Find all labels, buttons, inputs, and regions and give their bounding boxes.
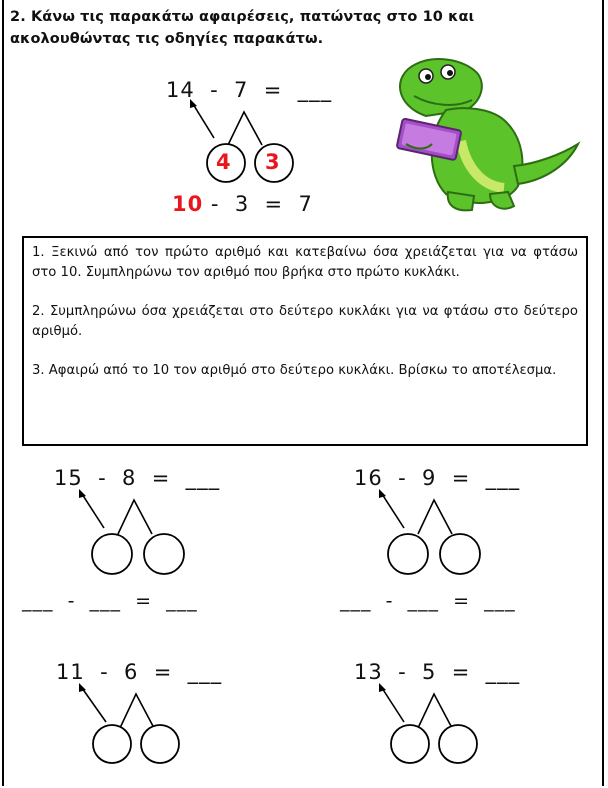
- exercise-1-equation: 15 - 8 = ___: [54, 466, 221, 490]
- example-bubble-right-value: 3: [265, 150, 281, 174]
- example-result-ten: 10: [172, 192, 204, 216]
- exercise-2-equation: 16 - 9 = ___: [354, 466, 521, 490]
- example-result-rest: - 3 = 7: [203, 192, 313, 216]
- exercise-1-answer-line: ___ - ___ = ___: [22, 590, 198, 612]
- example-equation: 14 - 7 = ___: [166, 78, 333, 102]
- exercise-title: 2. Κάνω τις παρακάτω αφαιρέσεις, πατώντας στο 10 και ακολουθώντας τις οδηγίες παρακάτω.: [10, 9, 475, 47]
- instruction-step-3: 3. Αφαιρώ από το 10 τον αριθμό στο δεύτερο κυκλάκι. Βρίσκω το αποτέλεσμα.: [32, 363, 557, 378]
- exercise-3-equation: 11 - 6 = ___: [56, 660, 223, 684]
- instruction-step-2: 2. Συμπληρώνω όσα χρειάζεται στο δεύτερο κυκλάκι για να φτάσω στο δεύτερο αριθμό.: [32, 304, 578, 339]
- exercise-2-answer-line: ___ - ___ = ___: [340, 590, 516, 612]
- example-bubble-left-value: 4: [216, 150, 232, 174]
- instruction-step-1: 1. Ξεκινώ από τον πρώτο αριθμό και κατεβαίνω όσα χρειάζεται για να φτάσω στο 10. Συμπληρώνω τον αριθμό που βρήκα στο πρώτο κυκλάκι.: [32, 245, 578, 280]
- exercise-4-equation: 13 - 5 = ___: [354, 660, 521, 684]
